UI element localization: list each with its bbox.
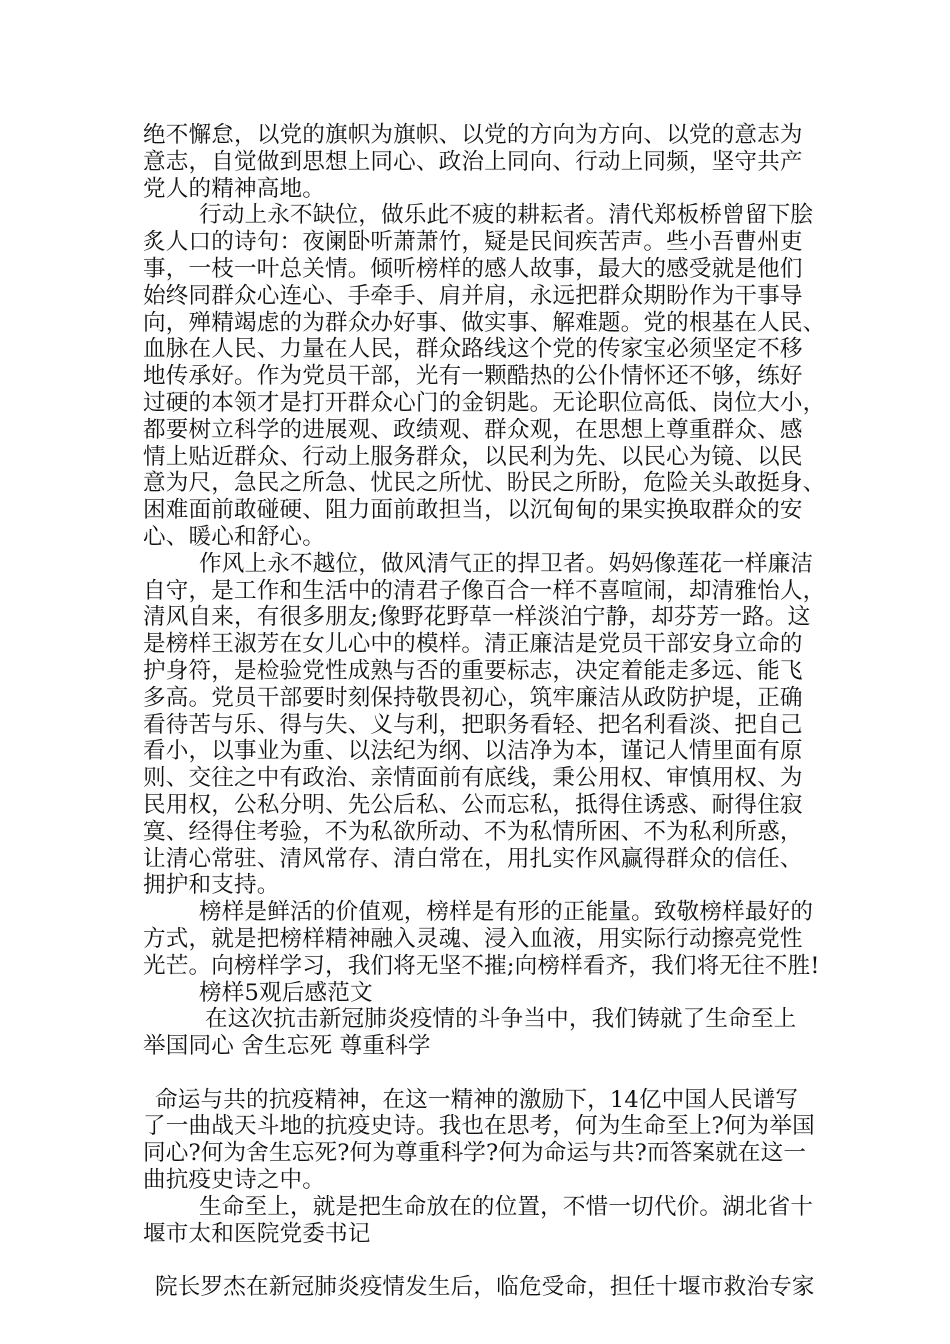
blank-line	[143, 1060, 833, 1087]
text-line: 过硬的本领才是打开群众心门的金钥匙。无论职位高低、岗位大小，	[143, 389, 826, 416]
text-line: 民用权，公私分明、先公后私、公而忘私，抵得住诱惑、耐得住寂	[143, 791, 803, 818]
text-line: 护身符，是检验党性成熟与否的重要标志，决定着能走多远、能飞	[143, 657, 803, 684]
text-line: 自守，是工作和生活中的清君子像百合一样不喜喧闹，却清雅怡人，	[143, 577, 826, 604]
text-line: 则、交往之中有政治、亲情面前有底线，秉公用权、审慎用权、为	[143, 765, 803, 792]
text-line: 情上贴近群众、行动上服务群众，以民利为先、以民心为镜、以民	[143, 443, 803, 470]
text-line: 曲抗疫史诗之中。	[143, 1167, 325, 1194]
text-line: 光芒。向榜样学习，我们将无坚不摧;向榜样看齐，我们将无往不胜!	[143, 952, 820, 979]
text-line: 绝不懈怠，以党的旗帜为旗帜、以党的方向为方向、以党的意志为	[143, 122, 803, 148]
text-line: 院长罗杰在新冠肺炎疫情发生后，临危受命，担任十堰市救治专家	[155, 1274, 815, 1301]
paragraph-start-line: 在这次抗击新冠肺炎疫情的斗争当中，我们铸就了生命至上	[205, 1006, 797, 1033]
text-line: 拥护和支持。	[143, 872, 280, 899]
document-page	[143, 122, 833, 1301]
text-line: 命运与共的抗疫精神，在这一精神的激励下，14亿中国人民谱写	[155, 1086, 799, 1113]
section-title: 榜样5观后感范文	[199, 979, 373, 1006]
blank-line	[143, 1247, 833, 1274]
paragraph-start-line: 行动上永不缺位，做乐此不疲的耕耘者。清代郑板桥曾留下脍	[199, 202, 814, 229]
text-line: 始终同群众心连心、手牵手、肩并肩，永远把群众期盼作为干事导	[143, 282, 803, 309]
text-line: 让清心常驻、清风常存、清白常在，用扎实作风赢得群众的信任、	[143, 845, 803, 872]
text-line: 同心?何为舍生忘死?何为尊重科学?何为命运与共?而答案就在这一	[143, 1140, 807, 1167]
text-line: 方式，就是把榜样精神融入灵魂、浸入血液，用实际行动擦亮党性	[143, 925, 803, 952]
paragraph-start-line: 作风上永不越位，做风清气正的捍卫者。妈妈像莲花一样廉洁	[199, 550, 814, 577]
text-line: 堰市太和医院党委书记	[143, 1220, 371, 1247]
text-line: 困难面前敢碰硬、阻力面前敢担当，以沉甸甸的果实换取群众的安	[143, 497, 803, 524]
text-line: 党人的精神高地。	[143, 175, 325, 202]
text-line: 血脉在人民、力量在人民，群众路线这个党的传家宝必须坚定不移	[143, 336, 803, 363]
text-line: 意为尺，急民之所急、忧民之所忧、盼民之所盼，危险关头敢挺身、	[143, 470, 826, 497]
text-line: 都要树立科学的进展观、政绩观、群众观，在思想上尊重群众、感	[143, 416, 803, 443]
text-line: 看待苦与乐、得与失、义与利，把职务看轻、把名利看淡、把自己	[143, 711, 803, 738]
text-line: 举国同心 舍生忘死 尊重科学	[143, 1033, 431, 1060]
text-line: 炙人口的诗句：夜阑卧听萧萧竹，疑是民间疾苦声。些小吾曹州吏	[143, 229, 803, 256]
paragraph-start-line: 生命至上，就是把生命放在的位置，不惜一切代价。湖北省十	[199, 1193, 814, 1220]
text-line: 事，一枝一叶总关情。倾听榜样的感人故事，最大的感受就是他们	[143, 255, 803, 282]
text-line: 寞、经得住考验，不为私欲所动、不为私情所困、不为私利所惑，	[143, 818, 803, 845]
paragraph-start-line: 榜样是鲜活的价值观，榜样是有形的正能量。致敬榜样最好的	[199, 899, 814, 926]
text-line: 向，殚精竭虑的为群众办好事、做实事、解难题。党的根基在人民、	[143, 309, 826, 336]
text-line: 心、暖心和舒心。	[143, 523, 325, 550]
text-line: 多高。党员干部要时刻保持敬畏初心，筑牢廉洁从政防护堤，正确	[143, 684, 803, 711]
text-line: 是榜样王淑芳在女儿心中的模样。清正廉洁是党员干部安身立命的	[143, 631, 803, 658]
text-line: 了一曲战天斗地的抗疫史诗。我也在思考，何为生命至上?何为举国	[143, 1113, 815, 1140]
text-line: 看小，以事业为重、以法纪为纲、以洁净为本，谨记人情里面有原	[143, 738, 803, 765]
text-line: 地传承好。作为党员干部，光有一颗酷热的公仆情怀还不够，练好	[143, 363, 803, 390]
text-line: 清风自来，有很多朋友;像野花野草一样淡泊宁静，却芬芳一路。这	[143, 604, 811, 631]
text-line: 意志，自觉做到思想上同心、政治上同向、行动上同频，坚守共产	[143, 148, 803, 175]
